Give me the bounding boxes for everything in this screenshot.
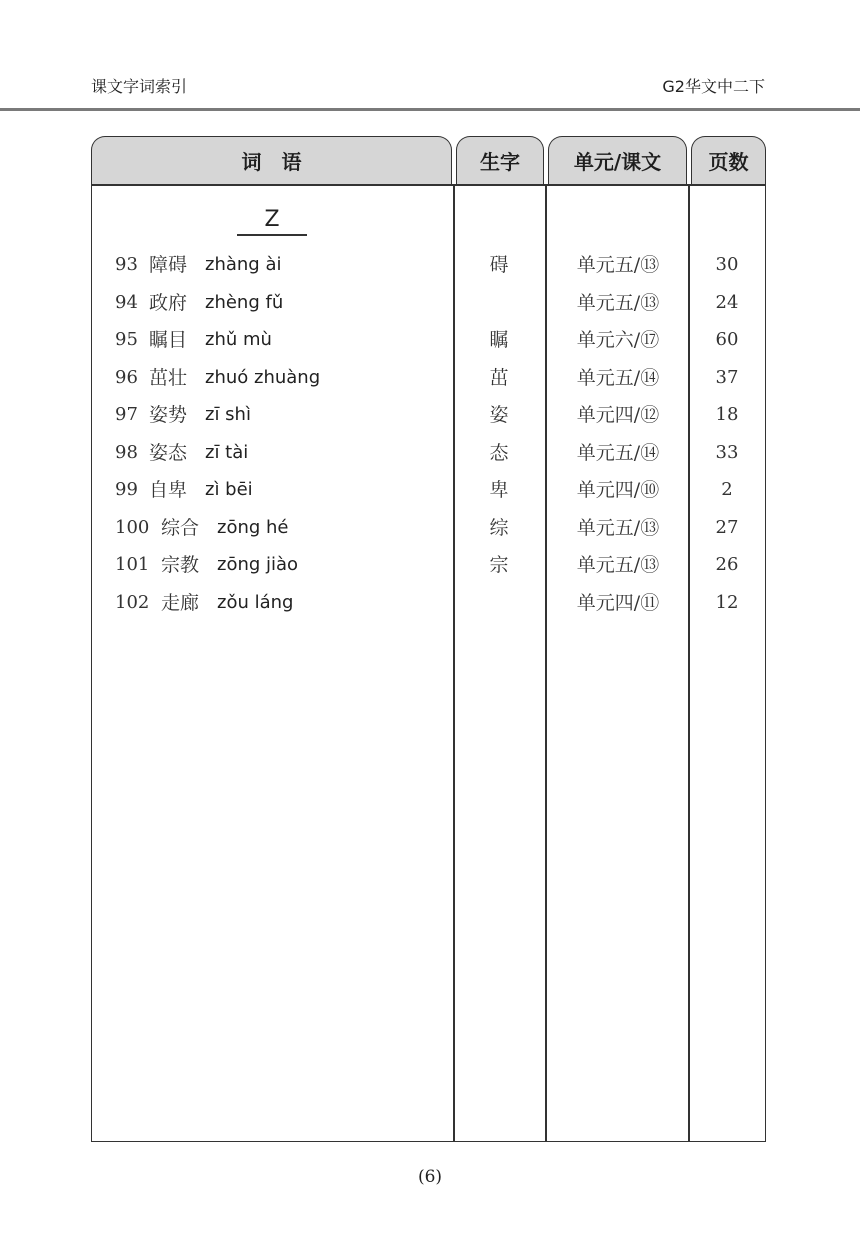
entry-number: 99 (115, 479, 138, 500)
entry-new-char: 瞩 (489, 329, 509, 351)
entry-number: 98 (115, 442, 138, 463)
table-row (0, 550, 860, 588)
entry-pinyin: zhàng ài (205, 254, 282, 275)
entry-unit-lesson: 单元六/⑰ (576, 329, 660, 351)
table-row (0, 588, 860, 626)
entry-word: 政府 (149, 292, 188, 314)
entry-unit-lesson: 单元四/⑪ (576, 592, 660, 614)
entry-word: 宗教 (161, 554, 200, 576)
entry-new-char: 碍 (489, 254, 509, 276)
running-head-left: 课文字词索引 (91, 77, 188, 96)
entry-pinyin: zhǔ mù (205, 329, 272, 350)
entry-unit-lesson: 单元五/⑬ (576, 254, 660, 276)
entry-new-char: 姿 (489, 404, 509, 426)
table-row (0, 250, 860, 288)
entry-word: 姿势 (149, 404, 188, 426)
entry-pinyin: zhuó zhuàng (205, 367, 321, 388)
entry-number: 100 (115, 517, 150, 538)
entry-pinyin: zhèng fǔ (205, 292, 284, 313)
page-number: (6) (417, 1167, 443, 1187)
entry-page: 12 (715, 592, 739, 613)
entry-pinyin: zī shì (205, 404, 251, 425)
entry-number: 95 (115, 329, 138, 350)
entry-new-char: 茁 (489, 367, 509, 389)
entry-new-char: 态 (489, 442, 509, 464)
table-row (0, 288, 860, 326)
section-letter: Z (237, 206, 307, 236)
table-row (0, 513, 860, 551)
entry-word: 自卑 (149, 479, 188, 501)
entry-new-char: 综 (489, 517, 509, 539)
entry-pinyin: zǒu láng (217, 592, 294, 613)
entry-unit-lesson: 单元四/⑫ (576, 404, 660, 426)
header-rule (0, 108, 860, 111)
entry-pinyin: zī tài (205, 442, 249, 463)
running-head (91, 74, 765, 97)
entry-number: 94 (115, 292, 138, 313)
entry-number: 101 (115, 554, 150, 575)
entry-pinyin: zōng jiào (217, 554, 299, 575)
entry-word: 障碍 (149, 254, 188, 276)
entry-pinyin: zōng hé (217, 517, 289, 538)
entry-new-char: 宗 (489, 554, 509, 576)
entry-page: 37 (715, 367, 739, 388)
entry-word: 瞩目 (149, 329, 188, 351)
entry-unit-lesson: 单元五/⑬ (576, 554, 660, 576)
column-header-page: 页数 (691, 136, 766, 184)
entry-page: 27 (715, 517, 739, 538)
table-row (0, 325, 860, 363)
entry-page: 2 (721, 479, 733, 500)
entry-number: 93 (115, 254, 138, 275)
entry-page: 60 (715, 329, 739, 350)
table-row (0, 438, 860, 476)
entry-unit-lesson: 单元四/⑩ (576, 479, 660, 501)
entry-word: 走廊 (161, 592, 200, 614)
entry-page: 30 (715, 254, 739, 275)
entry-word: 姿态 (149, 442, 188, 464)
entry-unit-lesson: 单元五/⑭ (576, 442, 660, 464)
entry-word: 茁壮 (149, 367, 188, 389)
column-header-new-char: 生字 (456, 136, 544, 184)
entry-word: 综合 (161, 517, 200, 539)
entry-page: 26 (715, 554, 739, 575)
entry-number: 102 (115, 592, 150, 613)
running-head-right: G2华文中二下 (662, 77, 765, 96)
entry-page: 24 (715, 292, 739, 313)
entry-page: 18 (715, 404, 739, 425)
table-row (0, 475, 860, 513)
entry-number: 96 (115, 367, 138, 388)
entry-number: 97 (115, 404, 138, 425)
entry-unit-lesson: 单元五/⑬ (576, 292, 660, 314)
entry-page: 33 (715, 442, 739, 463)
entry-new-char: 卑 (489, 479, 509, 501)
column-header-words: 词 语 (91, 136, 452, 184)
entry-pinyin: zì bēi (205, 479, 253, 500)
entry-unit-lesson: 单元五/⑭ (576, 367, 660, 389)
table-row (0, 400, 860, 438)
entry-unit-lesson: 单元五/⑬ (576, 517, 660, 539)
table-row (0, 363, 860, 401)
column-header-unit-lesson: 单元/课文 (548, 136, 687, 184)
